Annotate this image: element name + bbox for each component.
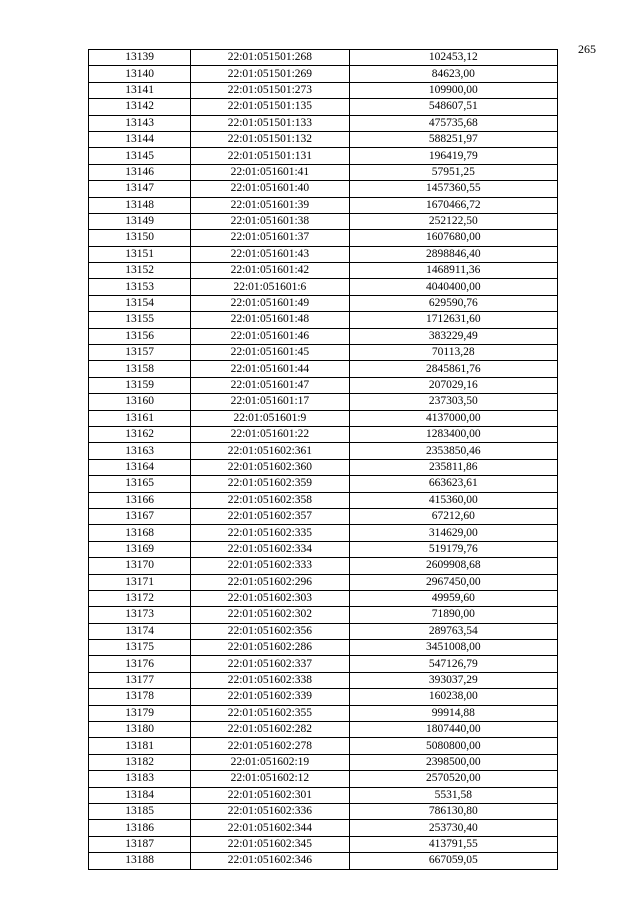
cadastral-value-cell: 548607,51 bbox=[349, 99, 557, 115]
cadastral-number-cell: 22:01:051602:355 bbox=[191, 705, 349, 721]
row-number-cell: 13185 bbox=[89, 803, 191, 819]
row-number-cell: 13188 bbox=[89, 853, 191, 869]
cadastral-number-cell: 22:01:051601:9 bbox=[191, 410, 349, 426]
row-number-cell: 13144 bbox=[89, 131, 191, 147]
table-row bbox=[89, 164, 558, 180]
row-number-cell: 13174 bbox=[89, 623, 191, 639]
table-row bbox=[89, 574, 558, 590]
row-number-cell: 13167 bbox=[89, 508, 191, 524]
table-row bbox=[89, 197, 558, 213]
cadastral-value-cell: 1283400,00 bbox=[349, 426, 557, 442]
cadastral-value-cell: 237303,50 bbox=[349, 394, 557, 410]
table-row bbox=[89, 541, 558, 557]
cadastral-value-cell: 67212,60 bbox=[349, 508, 557, 524]
cadastral-number-cell: 22:01:051601:48 bbox=[191, 312, 349, 328]
row-number-cell: 13166 bbox=[89, 492, 191, 508]
row-number-cell: 13172 bbox=[89, 590, 191, 606]
cadastral-value-cell: 99914,88 bbox=[349, 705, 557, 721]
cadastral-value-cell: 4040400,00 bbox=[349, 279, 557, 295]
table-row bbox=[89, 181, 558, 197]
table-row bbox=[89, 345, 558, 361]
row-number-cell: 13152 bbox=[89, 263, 191, 279]
cadastral-value-cell: 5531,58 bbox=[349, 787, 557, 803]
table-row bbox=[89, 508, 558, 524]
table-row bbox=[89, 312, 558, 328]
cadastral-number-cell: 22:01:051602:336 bbox=[191, 803, 349, 819]
cadastral-value-cell: 1457360,55 bbox=[349, 181, 557, 197]
cadastral-number-cell: 22:01:051602:337 bbox=[191, 656, 349, 672]
cadastral-number-cell: 22:01:051501:133 bbox=[191, 115, 349, 131]
table-row bbox=[89, 525, 558, 541]
cadastral-number-cell: 22:01:051501:269 bbox=[191, 66, 349, 82]
cadastral-value-cell: 1712631,60 bbox=[349, 312, 557, 328]
row-number-cell: 13147 bbox=[89, 181, 191, 197]
cadastral-number-cell: 22:01:051601:46 bbox=[191, 328, 349, 344]
cadastral-value-cell: 102453,12 bbox=[349, 50, 557, 66]
row-number-cell: 13162 bbox=[89, 426, 191, 442]
cadastral-number-cell: 22:01:051601:39 bbox=[191, 197, 349, 213]
table-row bbox=[89, 853, 558, 869]
cadastral-number-cell: 22:01:051601:17 bbox=[191, 394, 349, 410]
cadastral-number-cell: 22:01:051601:37 bbox=[191, 230, 349, 246]
table-row bbox=[89, 394, 558, 410]
cadastral-number-cell: 22:01:051602:338 bbox=[191, 672, 349, 688]
row-number-cell: 13151 bbox=[89, 246, 191, 262]
cadastral-number-cell: 22:01:051501:135 bbox=[191, 99, 349, 115]
table-row bbox=[89, 492, 558, 508]
cadastral-number-cell: 22:01:051602:278 bbox=[191, 738, 349, 754]
cadastral-number-cell: 22:01:051602:335 bbox=[191, 525, 349, 541]
table-row bbox=[89, 558, 558, 574]
cadastral-value-cell: 786130,80 bbox=[349, 803, 557, 819]
table-row bbox=[89, 836, 558, 852]
cadastral-number-cell: 22:01:051601:43 bbox=[191, 246, 349, 262]
cadastral-value-cell: 3451008,00 bbox=[349, 640, 557, 656]
row-number-cell: 13169 bbox=[89, 541, 191, 557]
cadastral-value-cell: 1607680,00 bbox=[349, 230, 557, 246]
cadastral-number-cell: 22:01:051501:268 bbox=[191, 50, 349, 66]
cadastral-number-cell: 22:01:051602:282 bbox=[191, 722, 349, 738]
table-row bbox=[89, 263, 558, 279]
row-number-cell: 13158 bbox=[89, 361, 191, 377]
row-number-cell: 13156 bbox=[89, 328, 191, 344]
table-row bbox=[89, 148, 558, 164]
row-number-cell: 13173 bbox=[89, 607, 191, 623]
table-row bbox=[89, 722, 558, 738]
table-row bbox=[89, 787, 558, 803]
cadastral-value-cell: 2398500,00 bbox=[349, 754, 557, 770]
cadastral-value-cell: 663623,61 bbox=[349, 476, 557, 492]
table-row bbox=[89, 246, 558, 262]
table-row bbox=[89, 279, 558, 295]
cadastral-number-cell: 22:01:051601:6 bbox=[191, 279, 349, 295]
cadastral-value-cell: 84623,00 bbox=[349, 66, 557, 82]
row-number-cell: 13176 bbox=[89, 656, 191, 672]
cadastral-value-cell: 160238,00 bbox=[349, 689, 557, 705]
cadastral-number-cell: 22:01:051501:273 bbox=[191, 82, 349, 98]
cadastral-number-cell: 22:01:051602:301 bbox=[191, 787, 349, 803]
row-number-cell: 13187 bbox=[89, 836, 191, 852]
cadastral-value-cell: 4137000,00 bbox=[349, 410, 557, 426]
row-number-cell: 13141 bbox=[89, 82, 191, 98]
row-number-cell: 13180 bbox=[89, 722, 191, 738]
cadastral-value-cell: 70113,28 bbox=[349, 345, 557, 361]
table-row bbox=[89, 66, 558, 82]
cadastral-number-cell: 22:01:051602:361 bbox=[191, 443, 349, 459]
registry-table bbox=[88, 49, 558, 870]
cadastral-value-cell: 1670466,72 bbox=[349, 197, 557, 213]
cadastral-number-cell: 22:01:051602:303 bbox=[191, 590, 349, 606]
cadastral-value-cell: 235811,86 bbox=[349, 459, 557, 475]
cadastral-value-cell: 519179,76 bbox=[349, 541, 557, 557]
cadastral-number-cell: 22:01:051602:286 bbox=[191, 640, 349, 656]
row-number-cell: 13184 bbox=[89, 787, 191, 803]
table-row bbox=[89, 623, 558, 639]
row-number-cell: 13148 bbox=[89, 197, 191, 213]
cadastral-value-cell: 289763,54 bbox=[349, 623, 557, 639]
cadastral-number-cell: 22:01:051602:339 bbox=[191, 689, 349, 705]
cadastral-value-cell: 71890,00 bbox=[349, 607, 557, 623]
cadastral-value-cell: 415360,00 bbox=[349, 492, 557, 508]
row-number-cell: 13177 bbox=[89, 672, 191, 688]
table-row bbox=[89, 361, 558, 377]
table-row bbox=[89, 443, 558, 459]
table-row bbox=[89, 131, 558, 147]
table-row bbox=[89, 426, 558, 442]
table-row bbox=[89, 803, 558, 819]
cadastral-value-cell: 2967450,00 bbox=[349, 574, 557, 590]
cadastral-number-cell: 22:01:051601:41 bbox=[191, 164, 349, 180]
table-row bbox=[89, 213, 558, 229]
row-number-cell: 13165 bbox=[89, 476, 191, 492]
row-number-cell: 13181 bbox=[89, 738, 191, 754]
cadastral-number-cell: 22:01:051602:357 bbox=[191, 508, 349, 524]
row-number-cell: 13157 bbox=[89, 345, 191, 361]
row-number-cell: 13140 bbox=[89, 66, 191, 82]
row-number-cell: 13171 bbox=[89, 574, 191, 590]
cadastral-number-cell: 22:01:051601:47 bbox=[191, 377, 349, 393]
cadastral-value-cell: 314629,00 bbox=[349, 525, 557, 541]
row-number-cell: 13182 bbox=[89, 754, 191, 770]
table-row bbox=[89, 115, 558, 131]
cadastral-number-cell: 22:01:051601:49 bbox=[191, 295, 349, 311]
table-row bbox=[89, 295, 558, 311]
cadastral-number-cell: 22:01:051601:38 bbox=[191, 213, 349, 229]
cadastral-value-cell: 49959,60 bbox=[349, 590, 557, 606]
row-number-cell: 13183 bbox=[89, 771, 191, 787]
table-row bbox=[89, 230, 558, 246]
row-number-cell: 13179 bbox=[89, 705, 191, 721]
cadastral-value-cell: 547126,79 bbox=[349, 656, 557, 672]
row-number-cell: 13164 bbox=[89, 459, 191, 475]
cadastral-number-cell: 22:01:051602:359 bbox=[191, 476, 349, 492]
cadastral-value-cell: 2898846,40 bbox=[349, 246, 557, 262]
cadastral-value-cell: 383229,49 bbox=[349, 328, 557, 344]
table-row bbox=[89, 689, 558, 705]
cadastral-value-cell: 252122,50 bbox=[349, 213, 557, 229]
row-number-cell: 13163 bbox=[89, 443, 191, 459]
row-number-cell: 13139 bbox=[89, 50, 191, 66]
table-row bbox=[89, 459, 558, 475]
table-row bbox=[89, 607, 558, 623]
row-number-cell: 13146 bbox=[89, 164, 191, 180]
cadastral-value-cell: 667059,05 bbox=[349, 853, 557, 869]
row-number-cell: 13186 bbox=[89, 820, 191, 836]
row-number-cell: 13168 bbox=[89, 525, 191, 541]
cadastral-value-cell: 253730,40 bbox=[349, 820, 557, 836]
cadastral-value-cell: 2609908,68 bbox=[349, 558, 557, 574]
cadastral-value-cell: 588251,97 bbox=[349, 131, 557, 147]
cadastral-number-cell: 22:01:051602:296 bbox=[191, 574, 349, 590]
row-number-cell: 13159 bbox=[89, 377, 191, 393]
cadastral-number-cell: 22:01:051602:12 bbox=[191, 771, 349, 787]
table-row bbox=[89, 672, 558, 688]
row-number-cell: 13150 bbox=[89, 230, 191, 246]
table-row bbox=[89, 705, 558, 721]
page-number: 265 bbox=[578, 42, 596, 56]
table-row bbox=[89, 738, 558, 754]
cadastral-number-cell: 22:01:051601:42 bbox=[191, 263, 349, 279]
row-number-cell: 13178 bbox=[89, 689, 191, 705]
table-row bbox=[89, 590, 558, 606]
cadastral-number-cell: 22:01:051601:44 bbox=[191, 361, 349, 377]
cadastral-value-cell: 1468911,36 bbox=[349, 263, 557, 279]
cadastral-value-cell: 5080800,00 bbox=[349, 738, 557, 754]
row-number-cell: 13142 bbox=[89, 99, 191, 115]
cadastral-number-cell: 22:01:051501:131 bbox=[191, 148, 349, 164]
table-row bbox=[89, 820, 558, 836]
table-row bbox=[89, 50, 558, 66]
table-body bbox=[89, 50, 558, 870]
cadastral-value-cell: 2570520,00 bbox=[349, 771, 557, 787]
cadastral-value-cell: 1807440,00 bbox=[349, 722, 557, 738]
cadastral-value-cell: 57951,25 bbox=[349, 164, 557, 180]
table-row bbox=[89, 771, 558, 787]
table-row bbox=[89, 328, 558, 344]
row-number-cell: 13175 bbox=[89, 640, 191, 656]
table-row bbox=[89, 99, 558, 115]
cadastral-number-cell: 22:01:051602:356 bbox=[191, 623, 349, 639]
cadastral-value-cell: 475735,68 bbox=[349, 115, 557, 131]
cadastral-number-cell: 22:01:051601:45 bbox=[191, 345, 349, 361]
table-row bbox=[89, 410, 558, 426]
cadastral-value-cell: 2353850,46 bbox=[349, 443, 557, 459]
row-number-cell: 13160 bbox=[89, 394, 191, 410]
cadastral-number-cell: 22:01:051602:360 bbox=[191, 459, 349, 475]
cadastral-number-cell: 22:01:051601:40 bbox=[191, 181, 349, 197]
cadastral-number-cell: 22:01:051602:346 bbox=[191, 853, 349, 869]
table-row bbox=[89, 377, 558, 393]
cadastral-value-cell: 629590,76 bbox=[349, 295, 557, 311]
cadastral-number-cell: 22:01:051602:334 bbox=[191, 541, 349, 557]
row-number-cell: 13154 bbox=[89, 295, 191, 311]
cadastral-number-cell: 22:01:051602:19 bbox=[191, 754, 349, 770]
row-number-cell: 13155 bbox=[89, 312, 191, 328]
row-number-cell: 13149 bbox=[89, 213, 191, 229]
row-number-cell: 13153 bbox=[89, 279, 191, 295]
cadastral-number-cell: 22:01:051602:302 bbox=[191, 607, 349, 623]
row-number-cell: 13170 bbox=[89, 558, 191, 574]
cadastral-number-cell: 22:01:051602:358 bbox=[191, 492, 349, 508]
cadastral-value-cell: 393037,29 bbox=[349, 672, 557, 688]
table-row bbox=[89, 640, 558, 656]
table-row bbox=[89, 656, 558, 672]
table-row bbox=[89, 82, 558, 98]
cadastral-value-cell: 2845861,76 bbox=[349, 361, 557, 377]
cadastral-number-cell: 22:01:051602:333 bbox=[191, 558, 349, 574]
table-row bbox=[89, 476, 558, 492]
cadastral-number-cell: 22:01:051602:344 bbox=[191, 820, 349, 836]
cadastral-value-cell: 207029,16 bbox=[349, 377, 557, 393]
cadastral-number-cell: 22:01:051601:22 bbox=[191, 426, 349, 442]
cadastral-number-cell: 22:01:051501:132 bbox=[191, 131, 349, 147]
cadastral-value-cell: 413791,55 bbox=[349, 836, 557, 852]
row-number-cell: 13143 bbox=[89, 115, 191, 131]
row-number-cell: 13145 bbox=[89, 148, 191, 164]
cadastral-number-cell: 22:01:051602:345 bbox=[191, 836, 349, 852]
row-number-cell: 13161 bbox=[89, 410, 191, 426]
cadastral-value-cell: 109900,00 bbox=[349, 82, 557, 98]
cadastral-value-cell: 196419,79 bbox=[349, 148, 557, 164]
table-row bbox=[89, 754, 558, 770]
